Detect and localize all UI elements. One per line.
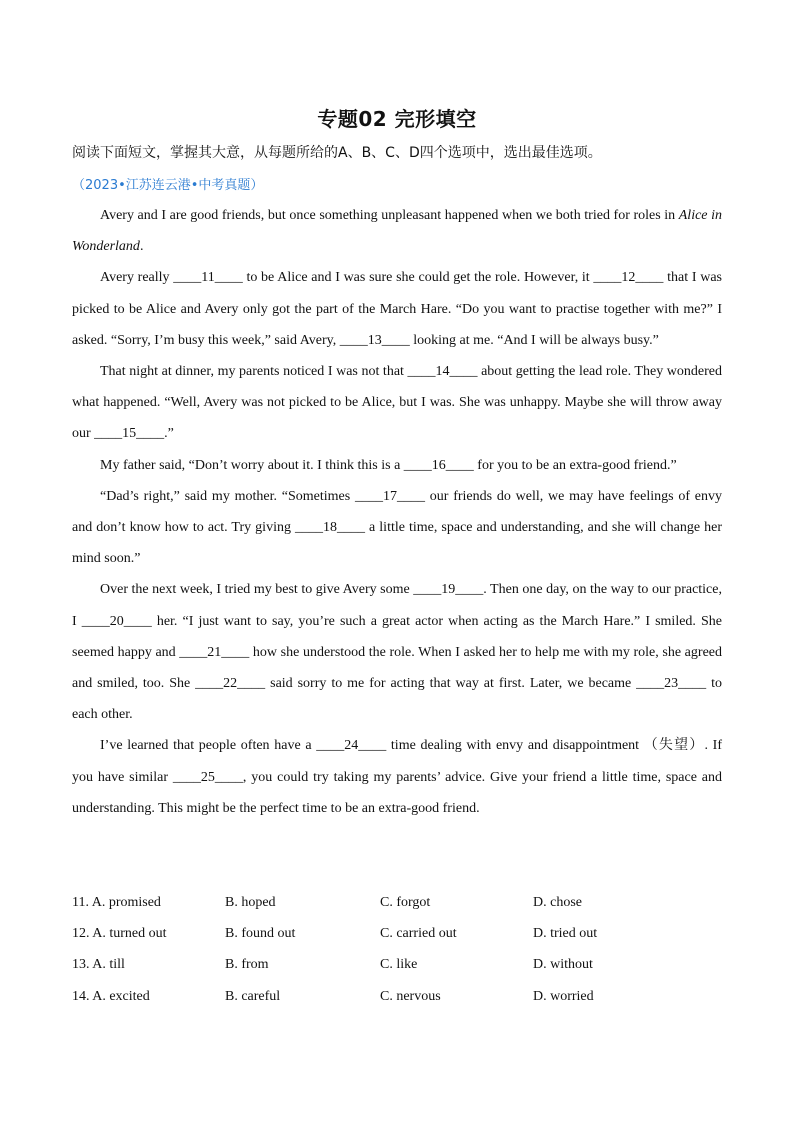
page-title: 专题02 完形填空: [317, 107, 477, 131]
instruction-text: 阅读下面短文，掌握其大意，从每题所给的A、B、C、D四个选项中，选出最佳选项。: [72, 145, 602, 161]
passage: [72, 200, 722, 824]
option-b: B. found out: [225, 926, 296, 942]
paragraph-1-text-b: .: [139, 239, 144, 255]
paragraph-7: I’ve learned that people often have a ____24____ time dealing with envy and disappointment （失望）. If you have similar ____25____, you could try taking my parents’ advice. Give your friend a little time, space and understanding. This might be the perfect time to be an extra-good friend.: [72, 738, 722, 816]
paragraph-6: Over the next week, I tried my best to give Avery some ____19____. Then one day, on the way to our practice, I ____20____ her. “I just want to say, you’re such a great actor when acting as the March Hare.” I smiled. She seemed happy and ____21____ how she understood the role. When I asked her to help me with my role, she agreed and smiled, too. She ____22____ said sorry to me for acting that way at first. Later, we became ____23____ to each other.: [72, 582, 722, 723]
question-row: [72, 949, 722, 980]
option-b: B. careful: [225, 988, 281, 1004]
paragraph-1-text-a: Avery and I are good friends, but once something unpleasant happened when we both tried for roles in: [100, 208, 679, 223]
source-label: （2023•江苏连云港•中考真题）: [72, 178, 264, 193]
option-d: D. worried: [533, 988, 594, 1004]
option-c: C. forgot: [380, 895, 431, 910]
question-row: [72, 887, 722, 918]
paragraph-4: My father said, “Don’t worry about it. I think this is a ____16____ for you to be an extra-good friend.”: [100, 457, 677, 473]
option-c: C. nervous: [380, 988, 441, 1004]
option-a: 13. A. till: [72, 957, 125, 973]
paragraph-1: [72, 200, 722, 262]
option-a: 11. A. promised: [72, 895, 161, 910]
book-title: Alice in Wonderland: [72, 208, 722, 255]
option-d: D. chose: [533, 895, 582, 910]
paragraph-2: Avery really ____11____ to be Alice and I was sure she could get the role. However, it ____12____ that I was picked to be Alice and Avery only got the part of the March Hare. “Do you want to practise together with me?” I asked. “Sorry, I’m busy this week,” said Avery, ____13____ looking at me. “And I will be always busy.”: [72, 270, 722, 348]
option-c: C. carried out: [380, 926, 457, 942]
paragraph-5: “Dad’s right,” said my mother. “Sometimes ____17____ our friends do well, we may have feelings of envy and don’t know how to act. Try giving ____18____ a little time, space and understanding, and she will change her mind soon.”: [72, 488, 722, 567]
option-c: C. like: [380, 957, 418, 973]
question-row: [72, 918, 722, 949]
option-d: D. without: [533, 957, 593, 973]
option-a: 14. A. excited: [72, 988, 150, 1004]
option-d: D. tried out: [533, 926, 598, 942]
question-row: [72, 981, 722, 1012]
option-a: 12. A. turned out: [72, 926, 167, 942]
options-list: [72, 887, 722, 1012]
option-b: B. from: [225, 957, 269, 973]
option-b: B. hoped: [225, 895, 276, 910]
paragraph-3: That night at dinner, my parents noticed I was not that ____14____ about getting the lead role. They wondered what happened. “Well, Avery was not picked to be Alice, but I was. She was unhappy. Maybe she will throw away our ____15____.”: [72, 364, 722, 442]
